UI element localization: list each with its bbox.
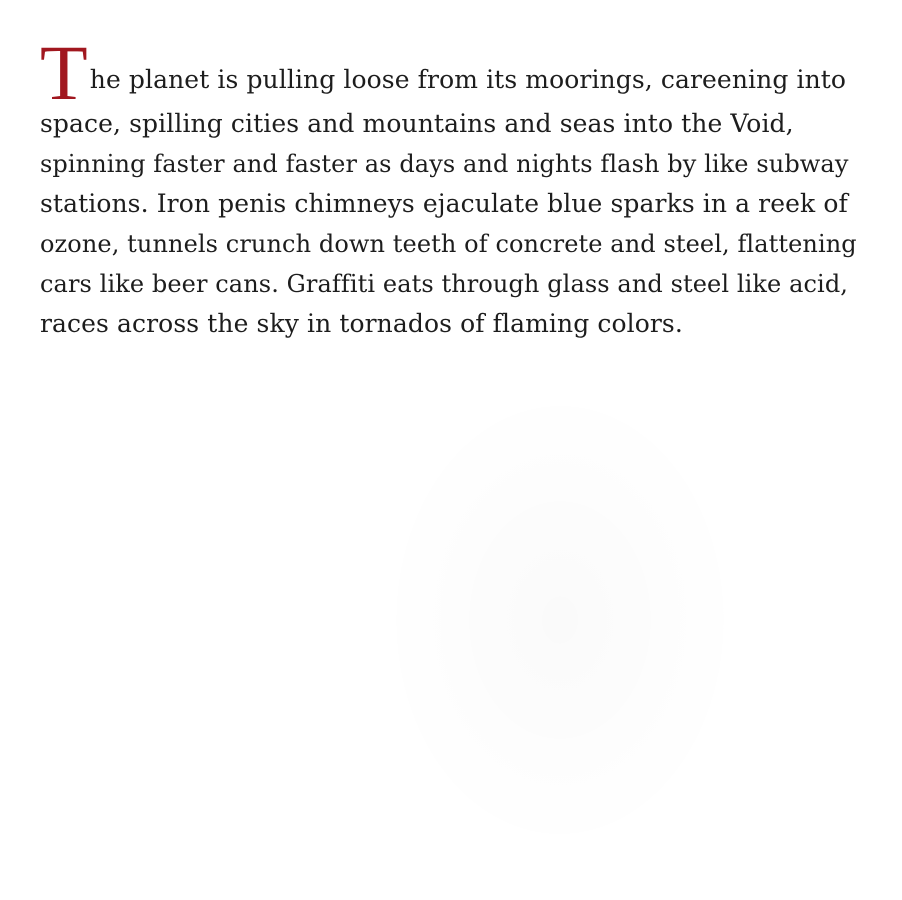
drop-cap: T	[40, 29, 88, 116]
text-line-7: races across the sky in tornados of flaming colors.	[40, 309, 683, 338]
text-line-3: spinning faster and faster as days and nights flash by like subway	[40, 150, 849, 178]
text-line-1	[40, 29, 852, 116]
text-line-6: cars like beer cans. Graffiti eats through glass and steel like acid,	[40, 270, 849, 298]
text-line-5: ozone, tunnels crunch down teeth of concrete and steel, flattening	[40, 230, 857, 258]
text-line-4: stations. Iron penis chimneys ejaculate blue sparks in a reek of	[40, 189, 848, 218]
text-line-1-rest: he planet is pulling loose from its moorings, careening into	[89, 65, 847, 94]
paragraph	[40, 29, 857, 344]
text-line-2: space, spilling cities and mountains and seas into the Void,	[40, 109, 794, 138]
